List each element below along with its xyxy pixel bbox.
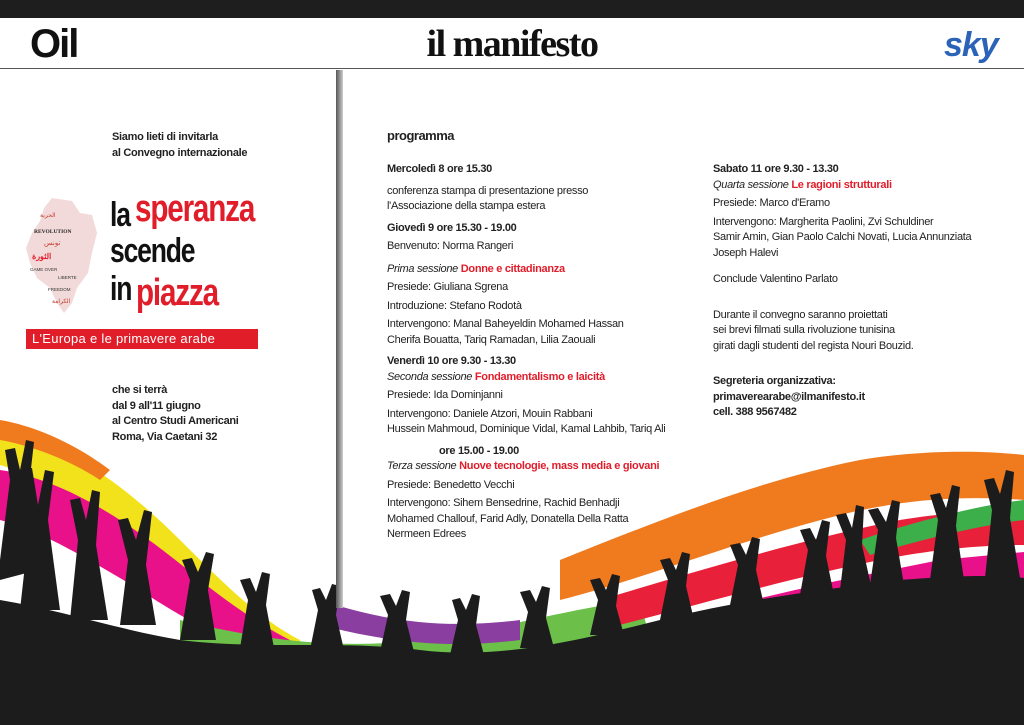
session4-speakers-1: Intervengono: Margherita Paolini, Zvi Schuldiner [713,215,934,228]
session2-title: Fondamentalismo e laicità [474,370,605,383]
session2-chair: Presiede: Ida Dominjanni [387,389,503,401]
session3-label: Terza sessione [387,460,457,472]
page-fold [336,70,343,608]
venue-line-1: che si terrà [112,384,168,396]
venue-text [112,383,239,445]
collage-word-4: GAME OVER [30,267,58,272]
header [0,18,1024,69]
sky-logo: sky [944,26,998,64]
collage-word-3: الثورة [32,252,52,261]
collage-word-7: الكرامة [52,299,71,305]
venue-line-4: Roma, Via Caetani 32 [112,430,218,443]
day2-welcome: Benvenuto: Norma Rangeri [387,240,514,252]
session1-chair: Presiede: Giuliana Sgrena [387,281,508,293]
subtitle-banner: L'Europa e le primavere arabe [26,329,258,349]
invite-line-1: Siamo lieti di invitarla [112,131,218,143]
session1-speakers-1: Intervengono: Manal Baheyeldin Mohamed Hassan [387,318,624,330]
day2-heading: Giovedì 9 ore 15.30 - 19.00 [387,221,517,234]
title-in: in [110,270,132,308]
session4-title: Le ragioni strutturali [791,178,892,191]
session3-speakers-1: Intervengono: Sihem Bensedrine, Rachid Benhadji [387,497,620,509]
venue-line-2: dal 9 all'11 giugno [112,399,201,412]
session3-speakers-3: Nermeen Edrees [387,528,466,540]
session2-speakers-1: Intervengono: Daniele Atzori, Mouin Rabbani [387,407,593,420]
session1-label: Prima sessione [387,262,458,275]
invite-line-2: al Convegno internazionale [112,146,248,159]
venue-line-3: al Centro Studi Americani [112,415,239,427]
day1-line-2: l'Associazione della stampa estera [387,200,546,212]
collage-word-5: LIBERTE [58,275,77,280]
right-column [713,162,971,421]
session3-chair: Presiede: Benedetto Vecchi [387,478,515,491]
title-la: la [110,196,130,234]
collage-word-0: REVOLUTION [34,229,72,235]
title-speranza: speranza [135,188,255,230]
oil-logo: Oil [30,22,78,66]
closing-speaker: Conclude Valentino Parlato [713,273,838,285]
films-line-3: girati dagli studenti del regista Nouri Bouzid. [713,339,914,352]
secretariat-phone: cell. 388 9567482 [713,406,797,418]
session4-speakers-2: Samir Amin, Gian Paolo Calchi Novati, Lucia Annunziata [713,231,972,243]
session2-speakers-2: Hussein Mahmoud, Dominique Vidal, Kamal Lahbib, Tariq Ali [387,423,666,435]
secretariat-email[interactable]: primaverearabe@ilmanifesto.it [713,390,865,403]
day1-heading: Mercoledì 8 ore 15.30 [387,163,492,175]
day1-line-1: conferenza stampa di presentazione presso [387,184,589,197]
collage-word-6: FREEDOM [48,287,71,292]
purple-stroke [320,600,520,644]
title-piazza: piazza [136,272,218,314]
day4-heading: Sabato 11 ore 9.30 - 13.30 [713,163,839,175]
programma-heading: programma [387,128,455,143]
day3-afternoon: ore 15.00 - 19.00 [439,444,519,457]
session4-label: Quarta sessione [713,178,789,191]
title-scende: scende [110,232,195,270]
films-line-2: sei brevi filmati sulla rivoluzione tunisina [713,324,895,336]
invite-text [112,130,247,161]
session3-speakers-2: Mohamed Challouf, Farid Adly, Donatella Della Ratta [387,512,629,525]
session4-speakers-3: Joseph Halevi [713,246,779,259]
session1-title: Donne e cittadinanza [460,262,565,275]
films-line-1: Durante il convegno saranno proiettati [713,308,888,321]
collage-word-1: الحرية [40,213,56,219]
day3-heading: Venerdì 10 ore 9.30 - 13.30 [387,355,516,367]
top-bar [0,0,1024,18]
session1-speakers-2: Cherifa Bouatta, Tariq Ramadan, Lilia Zaouali [387,333,596,346]
secretariat-heading: Segreteria organizzativa: [713,375,836,387]
session4-chair: Presiede: Marco d'Eramo [713,197,830,209]
manifesto-logo: il manifesto [426,23,598,65]
session3-title: Nuove tecnologie, mass media e giovani [459,460,660,472]
session2-label: Seconda sessione [387,370,473,383]
word-collage-image [22,193,100,315]
session1-intro: Introduzione: Stefano Rodotà [387,299,522,312]
day1-block [387,162,665,543]
collage-word-2: تونس [44,239,61,247]
